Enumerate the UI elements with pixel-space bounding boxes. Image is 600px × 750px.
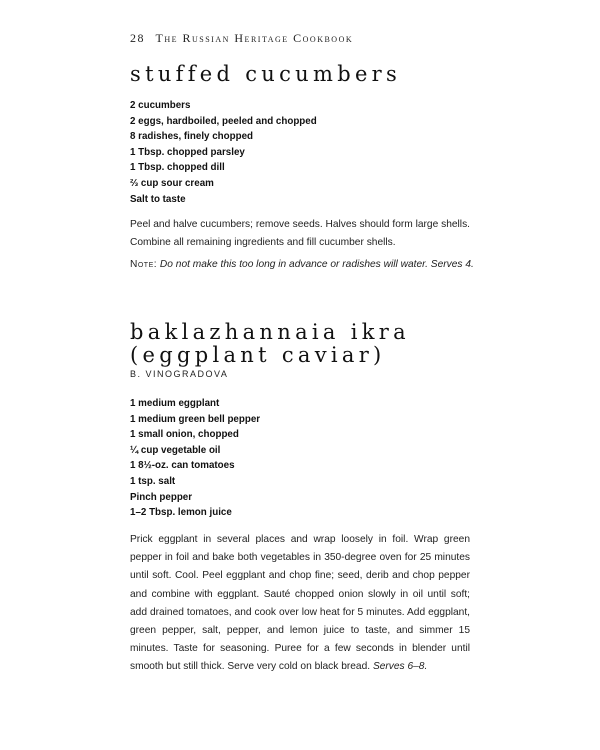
ingredient-item: Pinch pepper xyxy=(130,491,193,503)
recipe-title-baklazhannaia-ikra: baklazhannaia ikra xyxy=(130,320,410,344)
recipe-subtitle-eggplant-caviar: (eggplant caviar) xyxy=(130,343,386,367)
ingredient-item: 8 radishes, finely chopped xyxy=(130,131,254,143)
ingredient-item: 1 small onion, chopped xyxy=(130,429,239,441)
ingredient-item: 1–2 Tbsp. lemon juice xyxy=(130,507,232,519)
ingredient-item: 1 Tbsp. chopped dill xyxy=(130,162,225,174)
note-label: Note: xyxy=(130,259,158,270)
ingredient-item: 2 cucumbers xyxy=(130,100,191,111)
note-text: Do not make this too long in advance or radishes will water. Serves 4. xyxy=(159,259,474,270)
ingredient-list-stuffed-cucumbers xyxy=(130,98,317,207)
ingredient-item: ⅔ cup sour cream xyxy=(130,177,214,189)
instructions-stuffed-cucumbers: Peel and halve cucumbers; remove seeds. Halves should form large shells. Combine all remaining ingredients and fill cucumber shells. xyxy=(130,219,470,249)
recipe-note xyxy=(130,259,474,270)
ingredient-item: 1 Tbsp. chopped parsley xyxy=(130,146,245,158)
book-title: The Russian Heritage Cookbook xyxy=(155,31,354,45)
ingredient-item: ¼ cup vegetable oil xyxy=(130,444,221,456)
ingredient-list-eggplant-caviar xyxy=(130,396,260,521)
instructions-eggplant-caviar xyxy=(130,531,470,677)
ingredient-item: 1 tsp. salt xyxy=(130,475,176,487)
ingredient-item: 1 8½-oz. can tomatoes xyxy=(130,460,235,472)
running-head xyxy=(130,31,353,46)
page-number: 28 xyxy=(130,31,145,45)
ingredient-item: Salt to taste xyxy=(130,193,186,205)
ingredient-item: 1 medium eggplant xyxy=(130,398,220,409)
ingredient-item: 1 medium green bell pepper xyxy=(130,413,261,425)
ingredient-item: 2 eggs, hardboiled, peeled and chopped xyxy=(130,115,317,127)
instructions-text: Prick eggplant in several places and wrap loosely in foil. Wrap green pepper in foil and bake both vegetables in 350-degree oven for 25 minutes until soft. Cool. Peel eggplant and chop fine; seed, derib and chop pepper and combine with eggplant. Sauté chopped onion slowly in oil until soft; add drained tomatoes, and cook over low heat for 5 minutes. Add eggplant, green pepper, salt, pepper, and lemon juice to taste, and simmer 15 minutes. Taste for seasoning. Puree for a few seconds in blender until smooth but still thick. Serve very cold on black bread. xyxy=(130,534,470,673)
serves-text: Serves 6–8. xyxy=(372,661,428,673)
recipe-title-stuffed-cucumbers: stuffed cucumbers xyxy=(130,62,402,86)
recipe-byline: B. VINOGRADOVA xyxy=(130,369,229,379)
